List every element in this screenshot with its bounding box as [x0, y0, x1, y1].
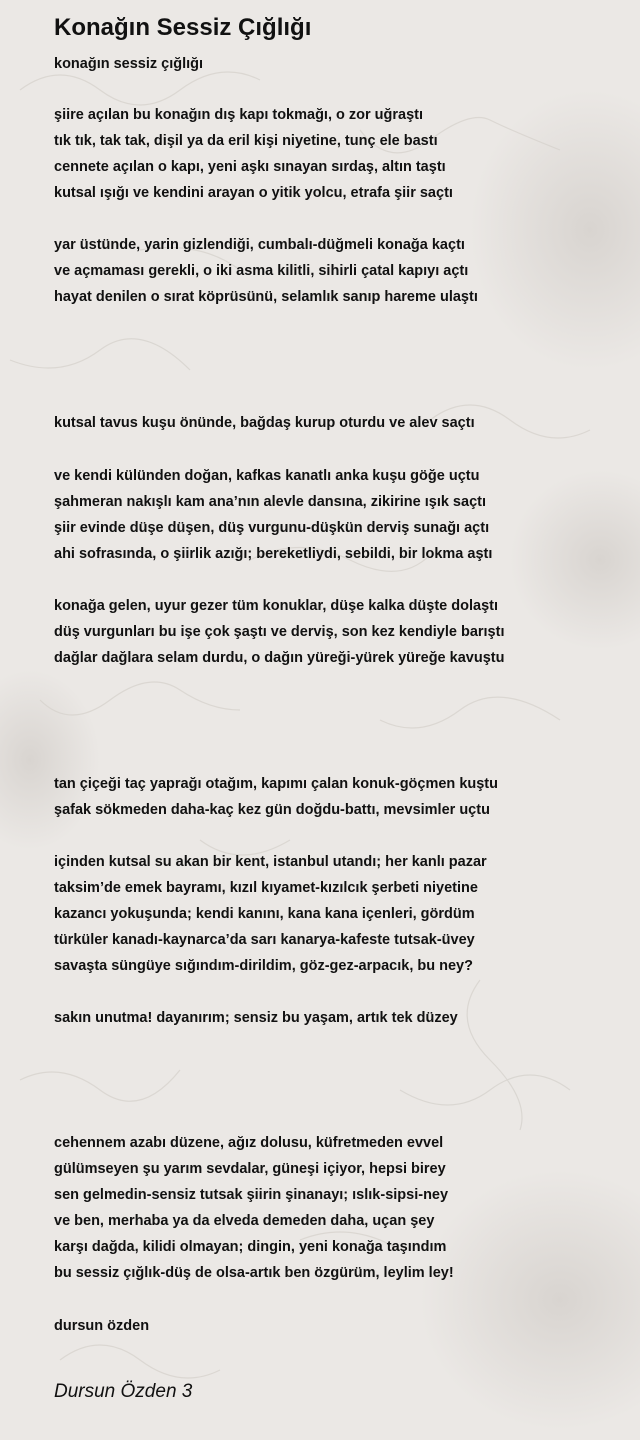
poem-line: savaşta süngüye sığındım-dirildim, göz-gez-arpacık, bu ney?: [54, 958, 473, 974]
poem-line: türküler kanadı-kaynarca’da sarı kanarya-kafeste tutsak-üvey: [54, 932, 475, 948]
poem-line: ve kendi külünden doğan, kafkas kanatlı anka kuşu göğe uçtu: [54, 468, 480, 484]
poem-title: Konağın Sessiz Çığlığı: [54, 14, 312, 41]
poem-line: kutsal tavus kuşu önünde, bağdaş kurup oturdu ve alev saçtı: [54, 415, 475, 431]
poem-line: gülümseyen şu yarım sevdalar, güneşi içiyor, hepsi birey: [54, 1161, 446, 1177]
poem-line: cehennem azabı düzene, ağız dolusu, küfretmeden evvel: [54, 1135, 444, 1151]
poem-line: tık tık, tak tak, dişil ya da eril kişi niyetine, tunç ele bastı: [54, 133, 438, 149]
poem-line: taksim’de emek bayramı, kızıl kıyamet-kızılcık şerbeti niyetine: [54, 880, 478, 896]
poem-line: konağa gelen, uyur gezer tüm konuklar, düşe kalka düşte dolaştı: [54, 598, 498, 614]
poem-line: şafak sökmeden daha-kaç kez gün doğdu-battı, mevsimler uçtu: [54, 802, 490, 818]
stanza: [54, 593, 504, 671]
stanza: [54, 1130, 454, 1286]
poem-line: tan çiçeği taç yaprağı otağım, kapımı çalan konuk-göçmen kuştu: [54, 776, 498, 792]
poem-line: ve ben, merhaba ya da elveda demeden daha, uçan şey: [54, 1213, 435, 1229]
poem-line: cennete açılan o kapı, yeni aşkı sınayan sırdaş, altın taştı: [54, 159, 446, 175]
poem-line: düş vurgunları bu işe çok şaştı ve derviş, son kez kendiyle barıştı: [54, 624, 505, 640]
poem-line: içinden kutsal su akan bir kent, istanbul utandı; her kanlı pazar: [54, 854, 487, 870]
poem-line: sakın unutma! dayanırım; sensiz bu yaşam, artık tek düzey: [54, 1010, 458, 1026]
poem-line: ahi sofrasında, o şiirlik azığı; bereketliydi, sebildi, bir lokma aştı: [54, 546, 493, 562]
stanza: [54, 410, 475, 436]
poem-line: şiir evinde düşe düşen, düş vurgunu-düşkün derviş sunağı açtı: [54, 520, 490, 536]
poem-line: şahmeran nakışlı kam ana’nın alevle dansına, zikirine ışık saçtı: [54, 494, 486, 510]
poem-line: sen gelmedin-sensiz tutsak şiirin şinanayı; ıslık-sipsi-ney: [54, 1187, 449, 1203]
stanza: [54, 232, 478, 310]
image-caption: Dursun Özden 3: [54, 1381, 193, 1402]
poem-line: ve açmaması gerekli, o iki asma kilitli, sihirli çatal kapıyı açtı: [54, 263, 469, 279]
stanza: [54, 771, 498, 823]
poem-subtitle: konağın sessiz çığlığı: [54, 56, 204, 72]
stanza: [54, 463, 492, 567]
poem-line: yar üstünde, yarin gizlendiği, cumbalı-düğmeli konağa kaçtı: [54, 237, 465, 253]
poem-line: karşı dağda, kilidi olmayan; dingin, yeni konağa taşındım: [54, 1239, 447, 1255]
poem-line: kazancı yokuşunda; kendi kanını, kana kana içenleri, gördüm: [54, 906, 475, 922]
stanza: [54, 1005, 458, 1031]
poem-line: kutsal ışığı ve kendini arayan o yitik yolcu, etrafa şiir saçtı: [54, 185, 453, 201]
stanza: [54, 849, 487, 979]
poem-line: dağlar dağlara selam durdu, o dağın yüreği-yürek yüreğe kavuştu: [54, 650, 505, 666]
poem-line: hayat denilen o sırat köprüsünü, selamlık sanıp hareme ulaştı: [54, 289, 478, 305]
poem-line: şiire açılan bu konağın dış kapı tokmağı, o zor uğraştı: [54, 107, 424, 123]
stanza: [54, 102, 453, 206]
poem-line: bu sessiz çığlık-düş de olsa-artık ben özgürüm, leylim ley!: [54, 1265, 454, 1281]
poem-signature: dursun özden: [54, 1318, 150, 1334]
